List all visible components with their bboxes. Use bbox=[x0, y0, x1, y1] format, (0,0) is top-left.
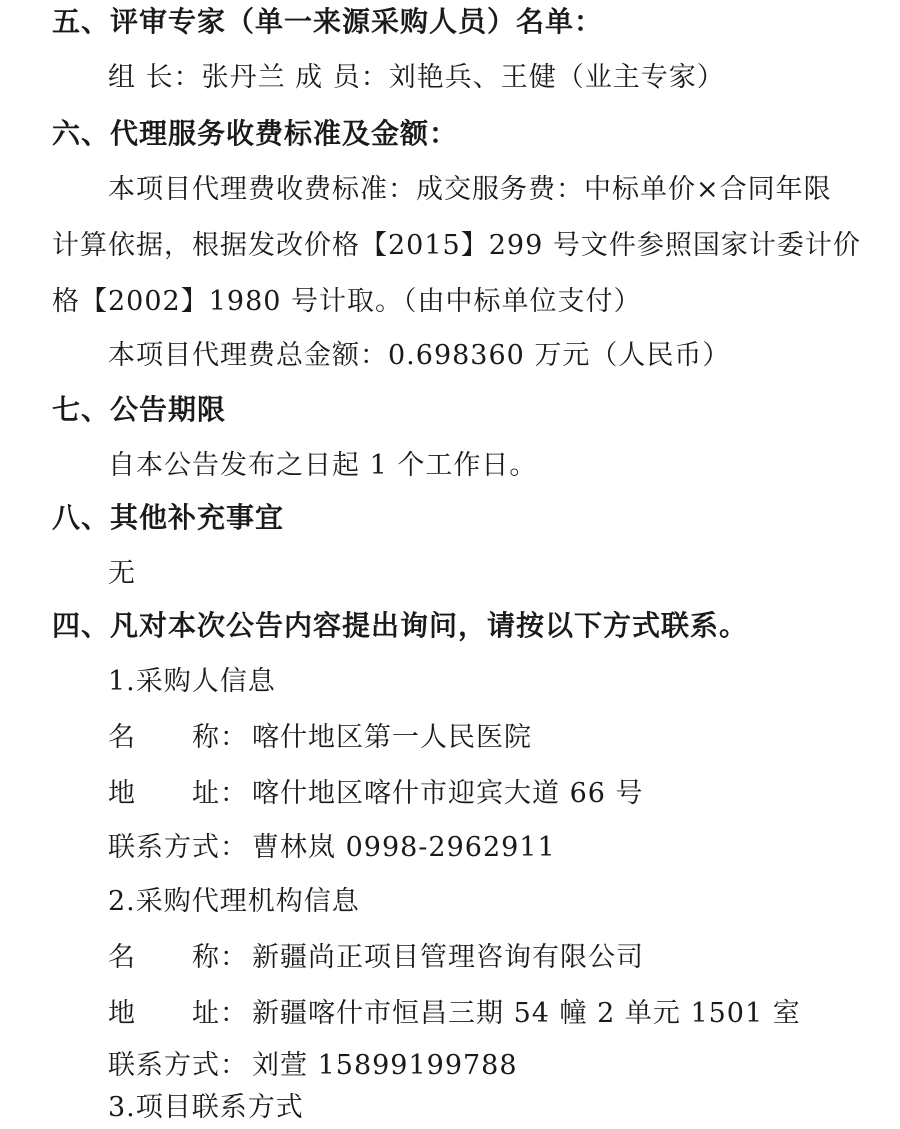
purchaser-address-label: 地 址： bbox=[108, 778, 248, 809]
purchaser-contact-row bbox=[108, 830, 556, 866]
section-5-heading: 五、评审专家（单一来源采购人员）名单： bbox=[52, 5, 604, 38]
project-contact-title: 3.项目联系方式 bbox=[108, 1092, 304, 1123]
review-experts-list: 组 长：张丹兰 成 员：刘艳兵、王健（业主专家） bbox=[108, 62, 725, 93]
agency-info-title: 2.采购代理机构信息 bbox=[108, 886, 360, 917]
agency-contact-label: 联系方式： bbox=[108, 1050, 248, 1081]
section-4-heading: 四、凡对本次公告内容提出询问，请按以下方式联系。 bbox=[52, 609, 749, 642]
fee-standard-line-3: 格【2002】1980 号计取。（由中标单位支付） bbox=[52, 286, 642, 317]
other-matters-text: 无 bbox=[108, 558, 136, 589]
fee-standard-line-2: 计算依据，根据发改价格【2015】299 号文件参照国家计委计价 bbox=[52, 230, 861, 261]
purchaser-contact-label: 联系方式： bbox=[108, 832, 248, 863]
purchaser-address-row bbox=[108, 776, 644, 812]
fee-standard-line-1: 本项目代理费收费标准：成交服务费：中标单价×合同年限 bbox=[108, 174, 832, 205]
agency-address-value: 新疆喀什市恒昌三期 54 幢 2 单元 1501 室 bbox=[252, 998, 801, 1029]
purchaser-name-value: 喀什地区第一人民医院 bbox=[252, 722, 532, 753]
agency-name-value: 新疆尚正项目管理咨询有限公司 bbox=[252, 942, 644, 973]
agency-address-label: 地 址： bbox=[108, 998, 248, 1029]
agency-name-row bbox=[108, 940, 644, 976]
section-6-heading: 六、代理服务收费标准及金额： bbox=[52, 117, 459, 150]
section-8-heading: 八、其他补充事宜 bbox=[52, 501, 285, 534]
purchaser-name-row bbox=[108, 720, 532, 756]
agency-address-row bbox=[108, 996, 801, 1032]
purchaser-name-label: 名 称： bbox=[108, 722, 248, 753]
purchaser-address-value: 喀什地区喀什市迎宾大道 66 号 bbox=[252, 778, 644, 809]
agency-contact-row bbox=[108, 1048, 518, 1084]
fee-total-amount: 本项目代理费总金额：0.698360 万元（人民币） bbox=[108, 340, 731, 371]
agency-name-label: 名 称： bbox=[108, 942, 248, 973]
section-7-heading: 七、公告期限 bbox=[52, 393, 227, 426]
purchaser-info-title: 1.采购人信息 bbox=[108, 666, 276, 697]
agency-contact-value: 刘萱 15899199788 bbox=[252, 1050, 518, 1081]
purchaser-contact-value: 曹林岚 0998-2962911 bbox=[252, 832, 556, 863]
notice-period-text: 自本公告发布之日起 1 个工作日。 bbox=[108, 450, 538, 481]
